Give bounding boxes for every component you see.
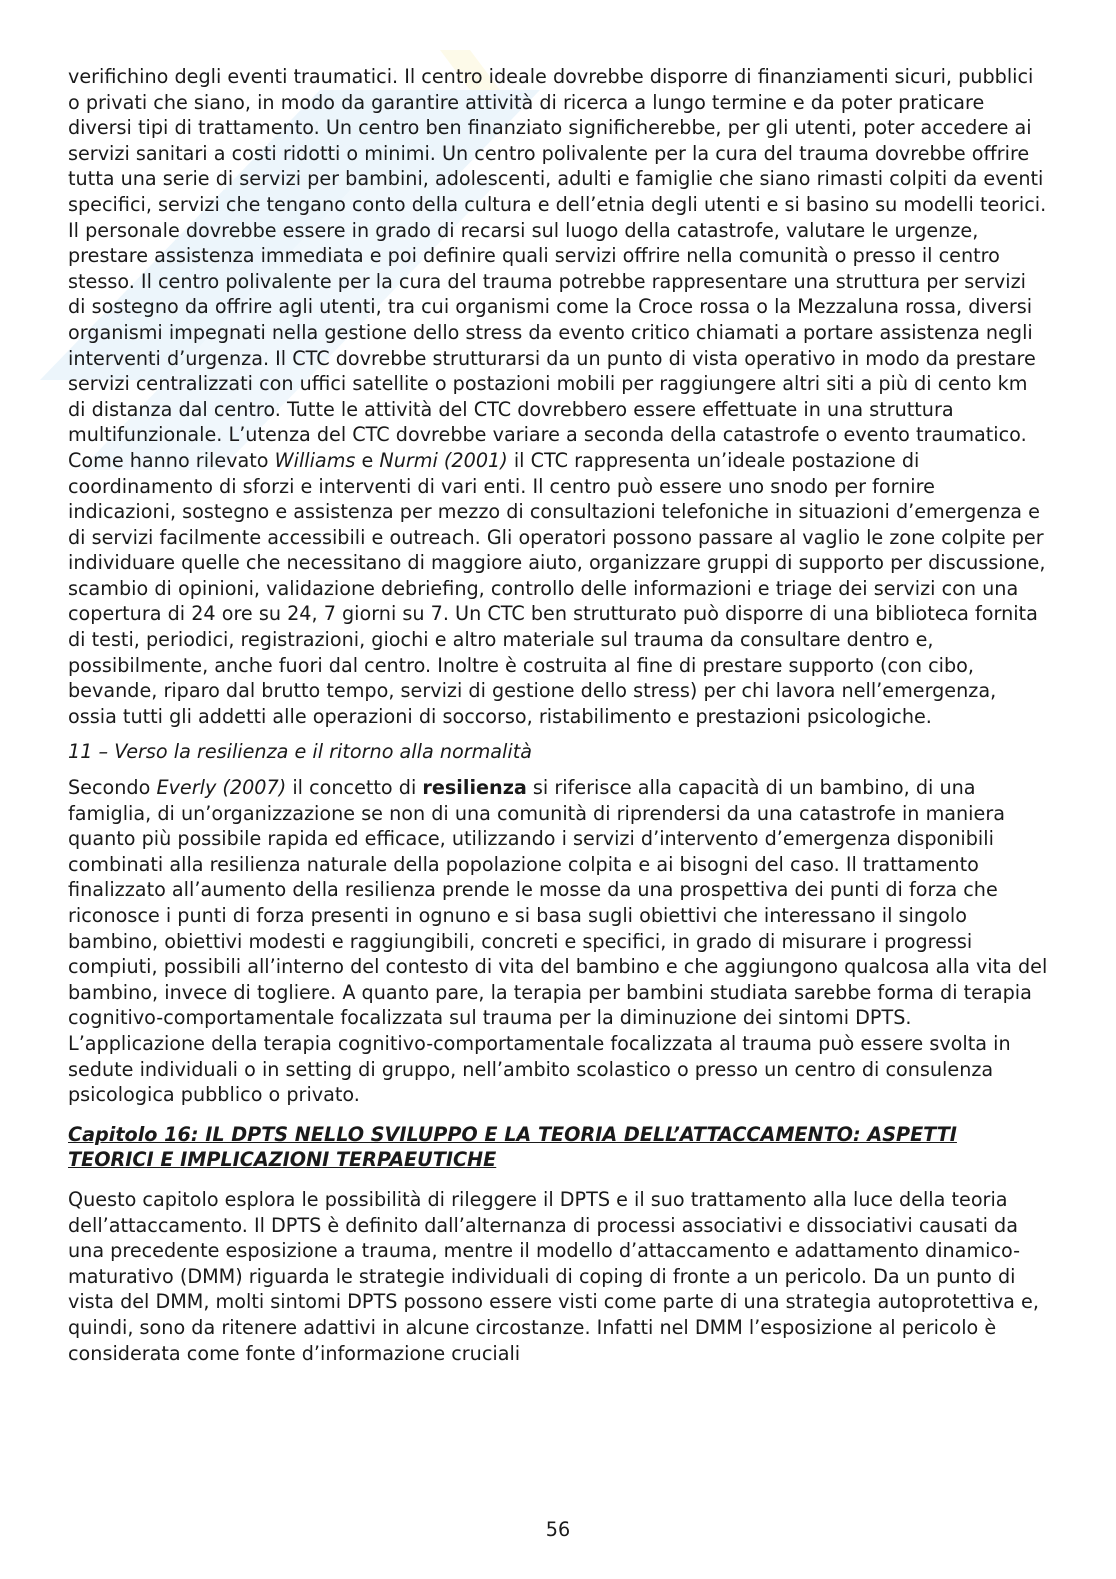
bold-term: resilienza <box>422 776 527 800</box>
text-fragment: il CTC rappresenta un’ideale postazione di coordinamento di sforzi e interventi di vari enti. Il centro può essere uno snodo per fornire indicazioni, sostegno e assistenza per mezzo di consultazioni telefoniche in situazioni d’emergenza e di servizi facilmente accessibili e outreach. Gli operatori possono passare al vaglio le zone colpite per individuare quelle che necessitano di maggiore aiuto, organizzare gruppi di supporto per discussione, scambio di opinioni, validazione debriefing, controllo delle informazioni e triage dei servizi con una copertura di 24 ore su 24, 7 giorni su 7. Un CTC ben strutturato può disporre di una biblioteca fornita di testi, periodici, registrazioni, giochi e altro materiale sul trauma da consultare dentro e, possibilmente, anche fuori dal centro. Inoltre è costruita al fine di prestare supporto (con cibo, bevande, riparo dal brutto tempo, servizi di gestione dello stress) per chi lavora nell’emergenza, ossia tutti gli addetti alle operazioni di soccorso, ristabilimento e prestazioni psicologiche. <box>68 448 1046 728</box>
paragraph-ctc-center: verifichino degli eventi traumatici. Il centro ideale dovrebbe disporre di finanziamenti sicuri, pubblici o privati che siano, in modo da garantire attività di ricerca a lungo termine e da poter praticare diversi tipi di trattamento. Un centro ben finanziato significherebbe, per gli utenti, poter accedere ai servizi sanitari a costi ridotti o minimi. Un centro polivalente per la cura del trauma dovrebbe offrire tutta una serie di servizi per bambini, adolescenti, adulti e famiglie che siano rimasti colpiti da eventi specifici, servizi che tengano conto della cultura e dell’etnia degli utenti e si basino su modelli teorici. Il personale dovrebbe essere in grado di recarsi sul luogo della catastrofe, valutare le urgenze, prestare assistenza immediata e poi definire quali servizi offrire nella comunità o presso il centro stesso. Il centro polivalente per la cura del trauma potrebbe rappresentare una struttura per servizi di sostegno da offrire agli utenti, tra cui organismi come la Croce rossa o la Mezzaluna rossa, diversi organismi impegnati nella gestione dello stress da evento critico chiamati a portare assistenza negli interventi d’urgenza. Il CTC dovrebbe strutturarsi da un punto di vista operativo in modo da prestare servizi centralizzati con uffici satellite o postazioni mobili per raggiungere altri siti a più di cento km di distanza dal centro. Tutte le attività del CTC dovrebbero essere effettuate in una struttura multifunzionale. L’utenza del CTC dovrebbe variare a seconda della catastrofe o evento traumatico. <box>68 65 1047 447</box>
page-number: 56 <box>545 1518 571 1541</box>
text-fragment: Secondo <box>68 776 157 800</box>
citation-author: Williams <box>274 448 356 472</box>
section-heading: 11 – Verso la resilienza e il ritorno alla normalità <box>68 740 532 764</box>
paragraph-chapter-intro: Questo capitolo esplora le possibilità di rileggere il DPTS e il suo trattamento alla luce della teoria dell’attaccamento. Il DPTS è definito dall’alternanza di processi associativi e dissociativi causati da una precedente esposizione a trauma, mentre il modello d’attaccamento e adattamento dinamico-maturativo (DMM) riguarda le strategie individuali di coping di fronte a un pericolo. Da un punto di vista del DMM, molti sintomi DPTS possono essere visti come parte di una strategia autoprotettiva e, quindi, sono da ritenere adattivi in alcune circostanze. Infatti nel DMM l’esposizione al pericolo è considerata come fonte d’informazione cruciali <box>68 1187 1039 1365</box>
text-fragment: Come hanno rilevato <box>68 448 275 472</box>
text-fragment: il concetto di <box>286 776 423 800</box>
document-page <box>68 64 1048 1366</box>
citation-author: Nurmi (2001) <box>379 448 508 472</box>
paragraph-ctc-coordination <box>68 448 1048 730</box>
citation-author: Everly (2007) <box>156 776 287 800</box>
paragraph-resilience <box>68 775 1048 1108</box>
chapter-heading: Capitolo 16: IL DPTS NELLO SVILUPPO E LA TEORIA DELL’ATTACCAMENTO: ASPETTI TEORICI E IMPLICAZIONI TERPAEUTICHE <box>68 1122 957 1172</box>
text-fragment: si riferisce alla capacità di un bambino, di una famiglia, di un’organizzazione se non di una comunità di riprendersi da una catastrofe in maniera quanto più possibile rapida ed efficace, utilizzando i servizi d’intervento d’emergenza disponibili combinati alla resilienza naturale della popolazione colpita e ai bisogni del caso. Il trattamento finalizzato all’aumento della resilienza prende le mosse da una prospettiva dei punti di forza che riconosce i punti di forza presenti in ognuno e si basa sugli obiettivi che interessano il singolo bambino, obiettivi modesti e raggiungibili, concreti e specifici, in grado di misurare i progressi compiuti, possibili all’interno del contesto di vita del bambino e che aggiungono qualcosa alla vita del bambino, invece di togliere. A quanto pare, la terapia per bambini studiata sarebbe forma di terapia cognitivo-comportamentale focalizzata sul trauma per la diminuzione dei sintomi DPTS. L’applicazione della terapia cognitivo-comportamentale focalizzata al trauma può essere svolta in sedute individuali o in setting di gruppo, nell’ambito scolastico o presso un centro di consulenza psicologica pubblico o privato. <box>68 776 1048 1107</box>
text-fragment: e <box>355 448 380 472</box>
